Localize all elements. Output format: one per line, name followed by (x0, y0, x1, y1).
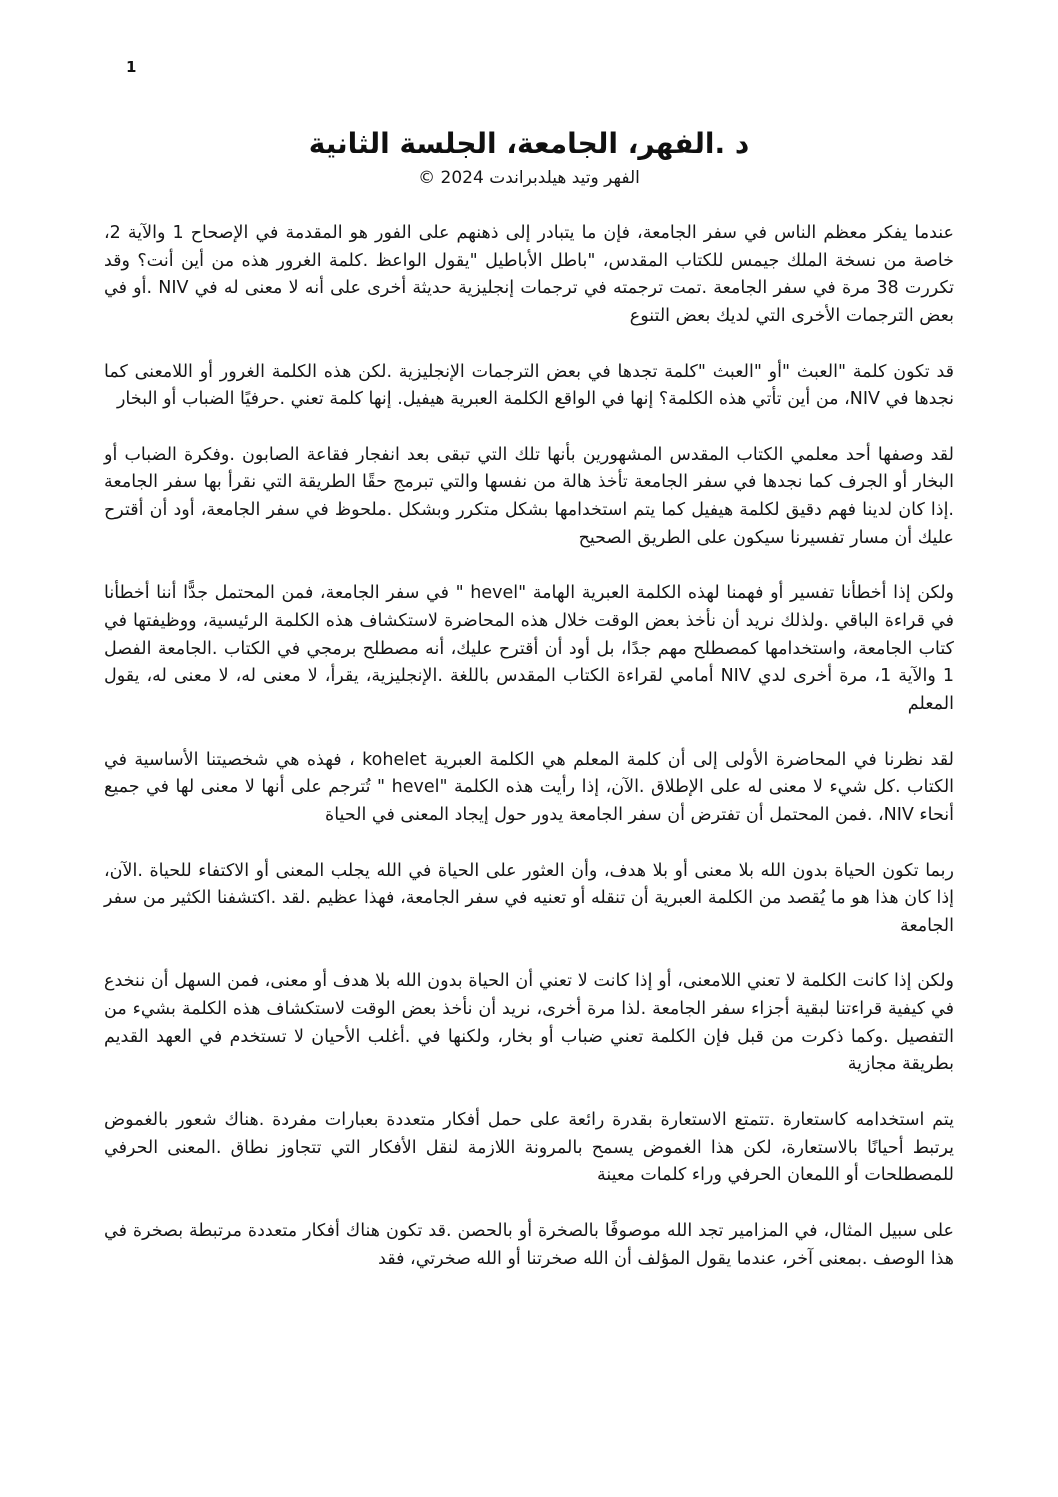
paragraph-3: لقد وصفها أحد معلمي الكتاب المقدس المشهورين بأنها تلك التي تبقى بعد انفجار فقاعة الصابون .وفكرة الضباب أو البخار أو الجرف كما نجدها في سفر الجامعة تأخذ هالة من نفسها والتي تبرمج حقًا الطريقة التي نقرأ بها سفر الجامعة .إذا كان لدينا فهم دقيق لكلمة هيفيل كما يتم استخدامها بشكل متكرر وبشكل .ملحوظ في سفر الجامعة، أود أن أقترح عليك أن مسار تفسيرنا سيكون على الطريق الصحيح (104, 444, 954, 548)
paragraph-7: ولكن إذا كانت الكلمة لا تعني اللامعنى، أو إذا كانت لا تعني أن الحياة بدون الله بلا هدف أو معنى، فمن السهل أن ننخدع في كيفية قراءتنا لبقية أجزاء سفر الجامعة .لذا مرة أخرى، نريد أن نأخذ بعض الوقت لاستكشاف هذه الكلمة بشيء من التفصيل .وكما ذكرت من قبل فإن الكلمة تعني ضباب أو بخار، ولكنها في .أغلب الأحيان لا تستخدم في العهد القديم بطريقة مجازية (104, 971, 954, 1075)
paragraph-4: ولكن إذا أخطأنا تفسير أو فهمنا لهذه الكلمة العبرية الهامة "hevel " في سفر الجامعة، فمن المحتمل جدًّا أننا أخطأنا في قراءة الباقي .ولذلك نريد أن نأخذ بعض الوقت خلال هذه المحاضرة لاستكشاف هذه الكلمة الرئيسية، ووظيفتها في كتاب الجامعة، واستخدامها كمصطلح مهم جدًا، بل أود أن أقترح عليك، أنه مصطلح برمجي في الكتاب .الجامعة الفصل 1 والآية 1، مرة أخرى لدي NIV أمامي لقراءة الكتاب المقدس باللغة .الإنجليزية، يقرأ، لا معنى له، لا معنى له، يقول المعلم (104, 583, 954, 714)
document-header (0, 0, 1058, 188)
document-title: د .الفهر، الجامعة، الجلسة الثانية (308, 127, 750, 160)
paragraph-2: قد تكون كلمة "العبث "أو "العبث "كلمة تجدها في بعض الترجمات الإنجليزية .لكن هذه الكلمة الغرور أو اللامعنى كما نجدها في NIV، من أين تأتي هذه الكلمة؟ إنها في الواقع الكلمة العبرية هيفيل. إنها كلمة تعني .حرفيًا الضباب أو البخار (104, 361, 954, 410)
copyright-line: الفهر وتيد هيلدبراندت 2024 © (418, 168, 640, 188)
page-number: 1 (126, 58, 137, 76)
paragraph-6: ربما تكون الحياة بدون الله بلا معنى أو بلا هدف، وأن العثور على الحياة في الله يجلب المعنى أو الاكتفاء للحياة .الآن، إذا كان هذا هو ما يُقصد من الكلمة العبرية أن تنقله أو تعنيه في سفر الجامعة، فهذا عظيم .لقد .اكتشفنا الكثير من سفر الجامعة (104, 860, 954, 936)
paragraph-1: عندما يفكر معظم الناس في سفر الجامعة، فإن ما يتبادر إلى ذهنهم على الفور هو المقدمة في الإصحاح 1 والآية 2، خاصة من نسخة الملك جيمس للكتاب المقدس، "باطل الأباطيل "يقول الواعظ .كلمة الغرور هذه من أين أنت؟ وقد تكررت 38 مرة في سفر الجامعة .تمت ترجمته في ترجمات إنجليزية حديثة أخرى على أنه لا معنى له في NIV .أو في بعض الترجمات الأخرى التي لديك بعض التنوع (104, 223, 954, 326)
paragraph-9: على سبيل المثال، في المزامير تجد الله موصوفًا بالصخرة أو بالحصن .قد تكون هناك أفكار متعددة مرتبطة بصخرة في هذا الوصف .بمعنى آخر، عندما يقول المؤلف أن الله صخرتنا أو الله صخرتي، فقد (104, 1220, 954, 1269)
document-body (104, 220, 954, 1273)
paragraph-8: يتم استخدامه كاستعارة .تتمتع الاستعارة بقدرة رائعة على حمل أفكار متعددة بعبارات مفردة .هناك شعور بالغموض يرتبط أحيانًا بالاستعارة، لكن هذا الغموض يسمح بالمرونة اللازمة لنقل الأفكار التي تتجاوز نطاق .المعنى الحرفي للمصطلحات أو اللمعان الحرفي وراء كلمات معينة (104, 1110, 954, 1186)
paragraph-5: لقد نظرنا في المحاضرة الأولى إلى أن كلمة المعلم هي الكلمة العبرية kohelet ، فهذه هي شخصيتنا الأساسية في الكتاب .كل شيء لا معنى له على الإطلاق .الآن، إذا رأيت هذه الكلمة "hevel " تُترجم على أنها لا معنى لها في جميع أنحاء NIV، .فمن المحتمل أن تفترض أن سفر الجامعة يدور حول إيجاد المعنى في الحياة (104, 749, 955, 825)
